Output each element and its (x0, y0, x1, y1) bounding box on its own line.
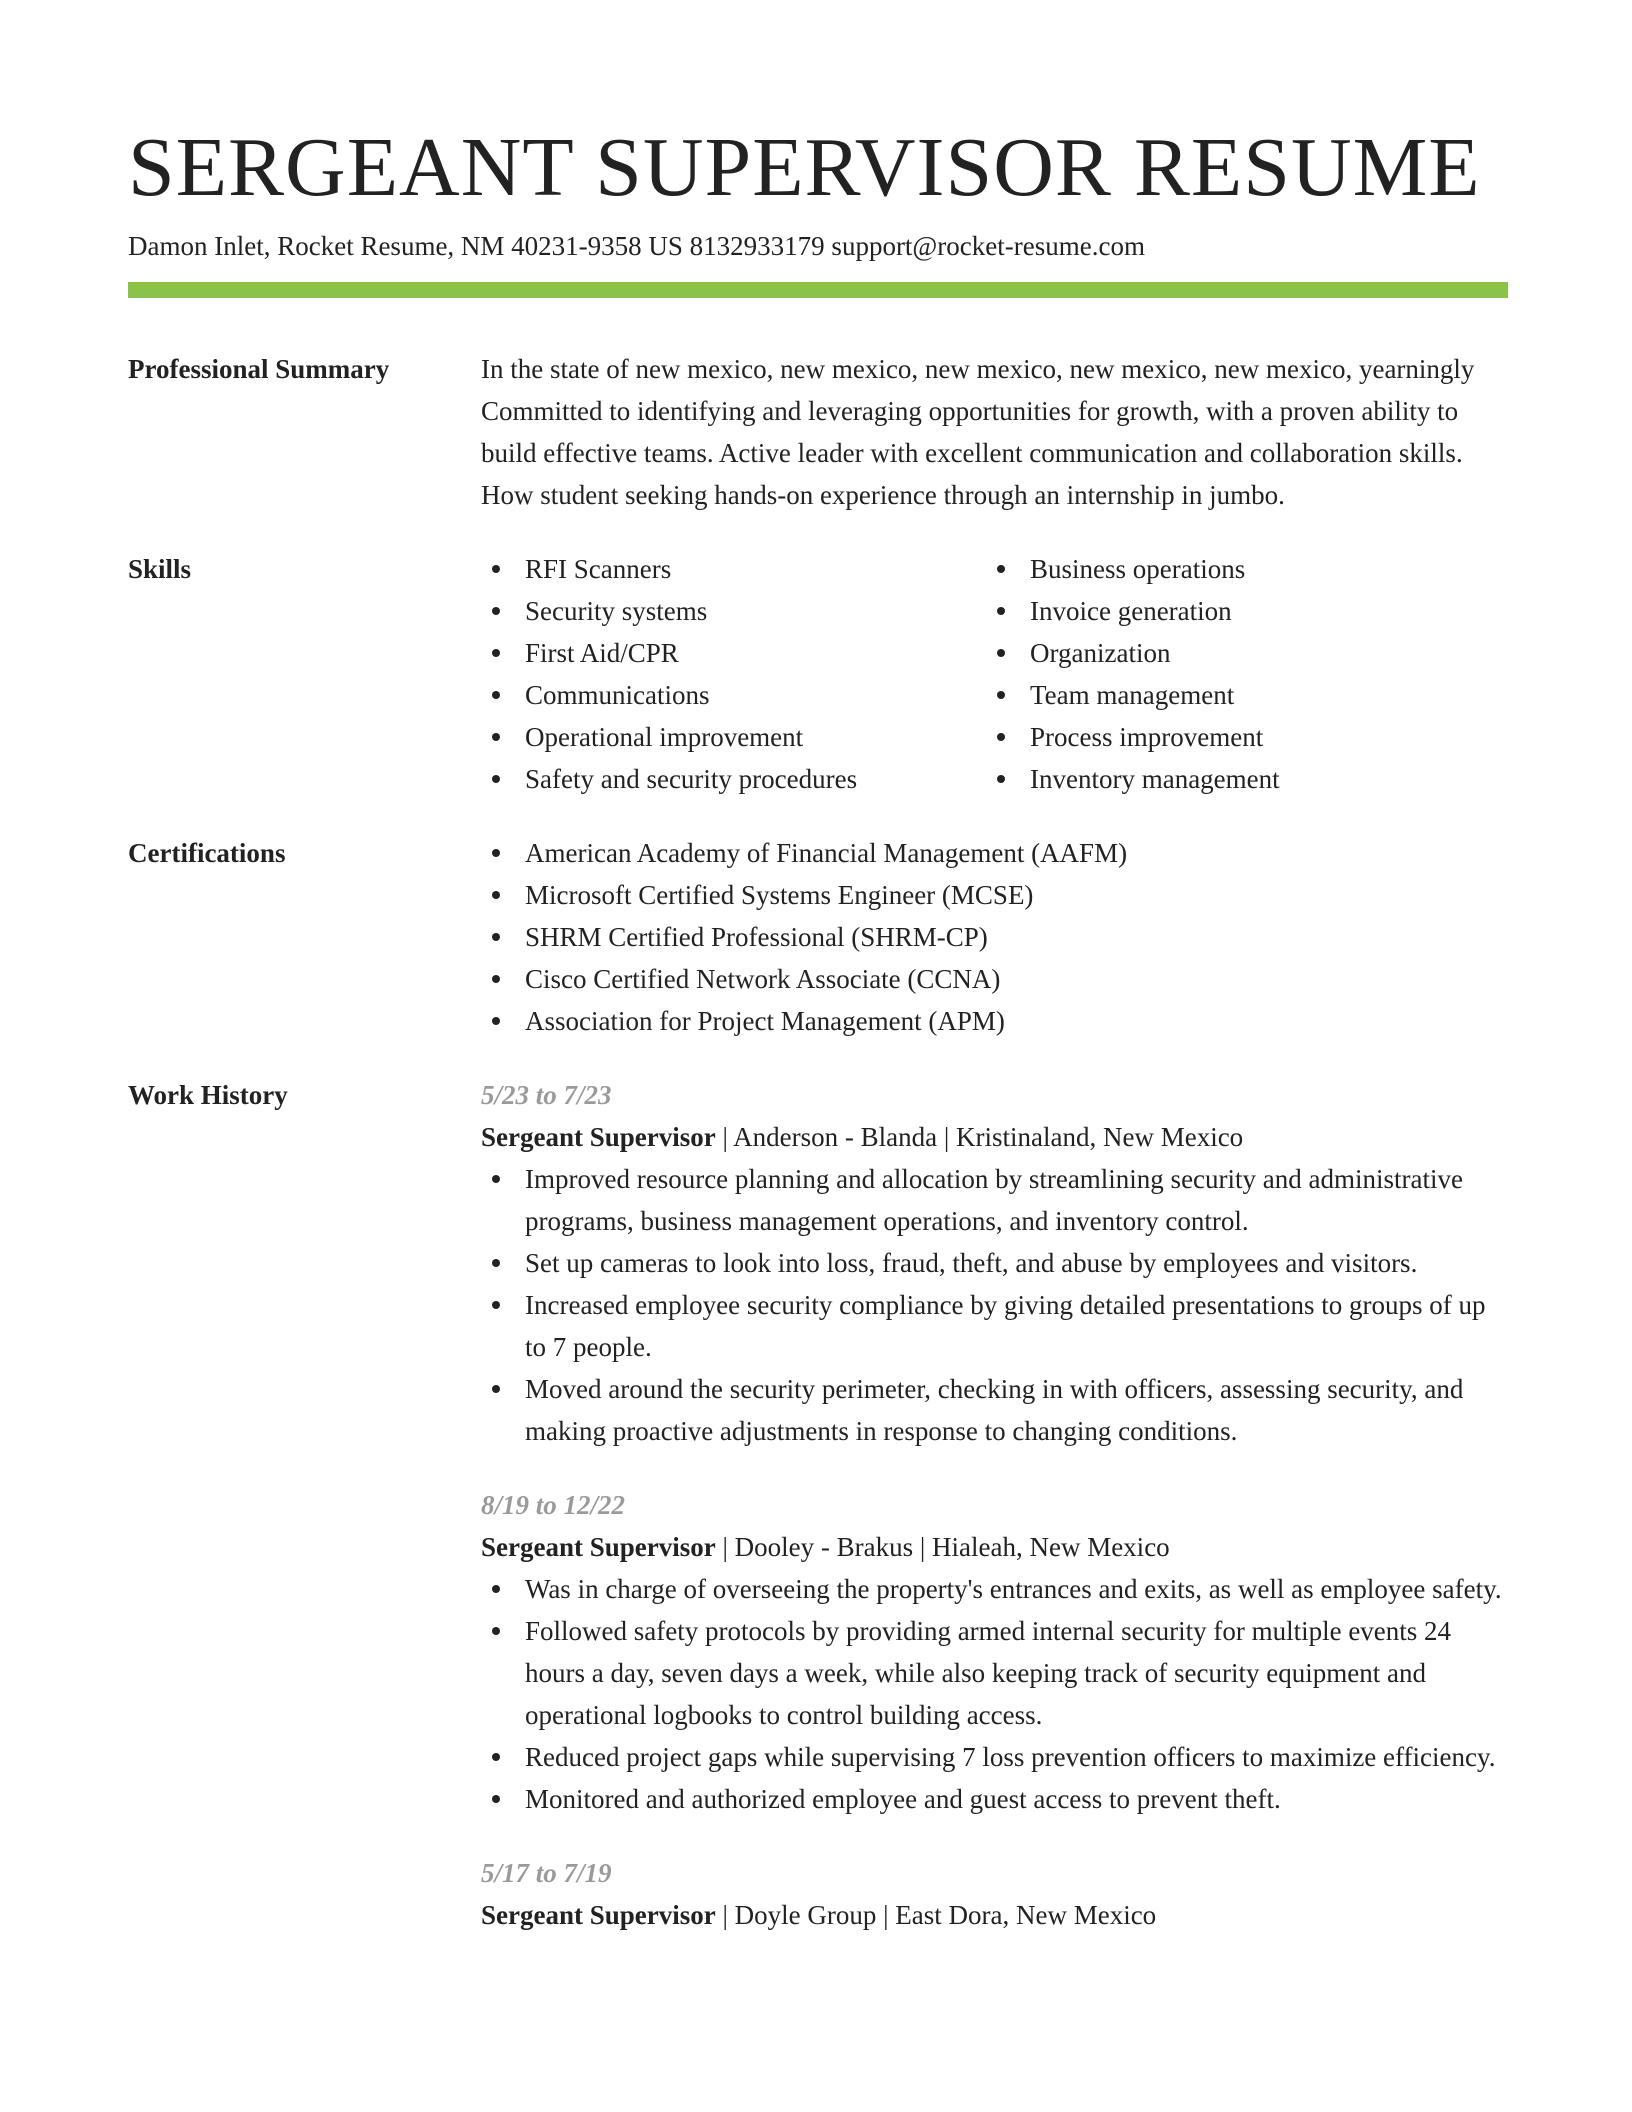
section-label-certifications: Certifications (128, 838, 286, 868)
job-bullet: Followed safety protocols by providing armed internal security for multiple events 24 hours a day, seven days a week, while also keeping track of security equipment and operational logbooks to control building access. (481, 1610, 1508, 1736)
skill-item: Invoice generation (986, 590, 1508, 632)
job-title: Sergeant Supervisor (481, 1122, 716, 1152)
job-bullet: Moved around the security perimeter, checking in with officers, assessing security, and making proactive adjustments in response to changing conditions. (481, 1368, 1508, 1452)
skill-item: Safety and security procedures (481, 758, 986, 800)
job-dates: 8/19 to 12/22 (481, 1490, 626, 1520)
skills-list-right (986, 548, 1508, 800)
skill-item: Organization (986, 632, 1508, 674)
skill-item: Team management (986, 674, 1508, 716)
certification-item: Association for Project Management (APM) (481, 1000, 1508, 1042)
job-dates: 5/23 to 7/23 (481, 1080, 612, 1110)
job-entry (481, 1074, 1508, 1452)
certifications-body (481, 832, 1508, 1042)
skill-item: First Aid/CPR (481, 632, 986, 674)
resume-title: SERGEANT SUPERVISOR RESUME (128, 121, 1481, 214)
job-bullet: Set up cameras to look into loss, fraud, theft, and abuse by employees and visitors. (481, 1242, 1508, 1284)
section-label-work-history: Work History (128, 1080, 288, 1110)
job-bullet: Was in charge of overseeing the property's entrances and exits, as well as employee safety. (481, 1568, 1508, 1610)
certification-item: SHRM Certified Professional (SHRM-CP) (481, 916, 1508, 958)
job-details: | Doyle Group | East Dora, New Mexico (715, 1900, 1157, 1930)
certifications-list (481, 832, 1508, 1042)
skill-item: Process improvement (986, 716, 1508, 758)
job-dates: 5/17 to 7/19 (481, 1858, 612, 1888)
skill-item: Business operations (986, 548, 1508, 590)
skills-columns (481, 548, 1508, 800)
job-details: | Dooley - Brakus | Hialeah, New Mexico (715, 1532, 1170, 1562)
job-bullets (481, 1158, 1508, 1452)
certifications-section (128, 832, 1508, 1042)
skills-list-left (481, 548, 986, 800)
job-bullet: Increased employee security compliance by giving detailed presentations to groups of up to 7 people. (481, 1284, 1508, 1368)
skill-item: RFI Scanners (481, 548, 986, 590)
work-history-section (128, 1074, 1508, 1936)
job-title: Sergeant Supervisor (481, 1900, 716, 1930)
skills-section (128, 548, 1508, 800)
section-label-summary: Professional Summary (128, 354, 390, 384)
certification-item: American Academy of Financial Management (AAFM) (481, 832, 1508, 874)
certification-item: Cisco Certified Network Associate (CCNA) (481, 958, 1508, 1000)
job-bullets (481, 1568, 1508, 1820)
job-heading (481, 1894, 1508, 1936)
job-bullet: Reduced project gaps while supervising 7 loss prevention officers to maximize efficiency. (481, 1736, 1508, 1778)
skill-item: Operational improvement (481, 716, 986, 758)
job-heading (481, 1116, 1508, 1158)
summary-text: In the state of new mexico, new mexico, new mexico, new mexico, new mexico, yearningly Committed to identifying and leveraging opportunities for growth, with a proven ability to build effective teams. Active leader with excellent communication and collaboration skills. How student seeking hands-on experience through an internship in jumbo. (481, 354, 1475, 510)
job-title: Sergeant Supervisor (481, 1532, 716, 1562)
certification-item: Microsoft Certified Systems Engineer (MCSE) (481, 874, 1508, 916)
skill-item: Communications (481, 674, 986, 716)
resume-page (128, 118, 1508, 1936)
contact-line: Damon Inlet, Rocket Resume, NM 40231-9358 US 8132933179 support@rocket-resume.com (128, 231, 1145, 261)
section-label-skills: Skills (128, 554, 192, 584)
job-bullet: Monitored and authorized employee and guest access to prevent theft. (481, 1778, 1508, 1820)
summary-section (128, 348, 1508, 516)
job-bullet: Improved resource planning and allocation by streamlining security and administrative programs, business management operations, and inventory control. (481, 1158, 1508, 1242)
job-heading (481, 1526, 1508, 1568)
job-details: | Anderson - Blanda | Kristinaland, New Mexico (715, 1122, 1244, 1152)
skill-item: Security systems (481, 590, 986, 632)
accent-divider (128, 282, 1508, 298)
job-entry (481, 1484, 1508, 1820)
job-entry (481, 1852, 1508, 1936)
work-history-body (481, 1074, 1508, 1936)
skill-item: Inventory management (986, 758, 1508, 800)
